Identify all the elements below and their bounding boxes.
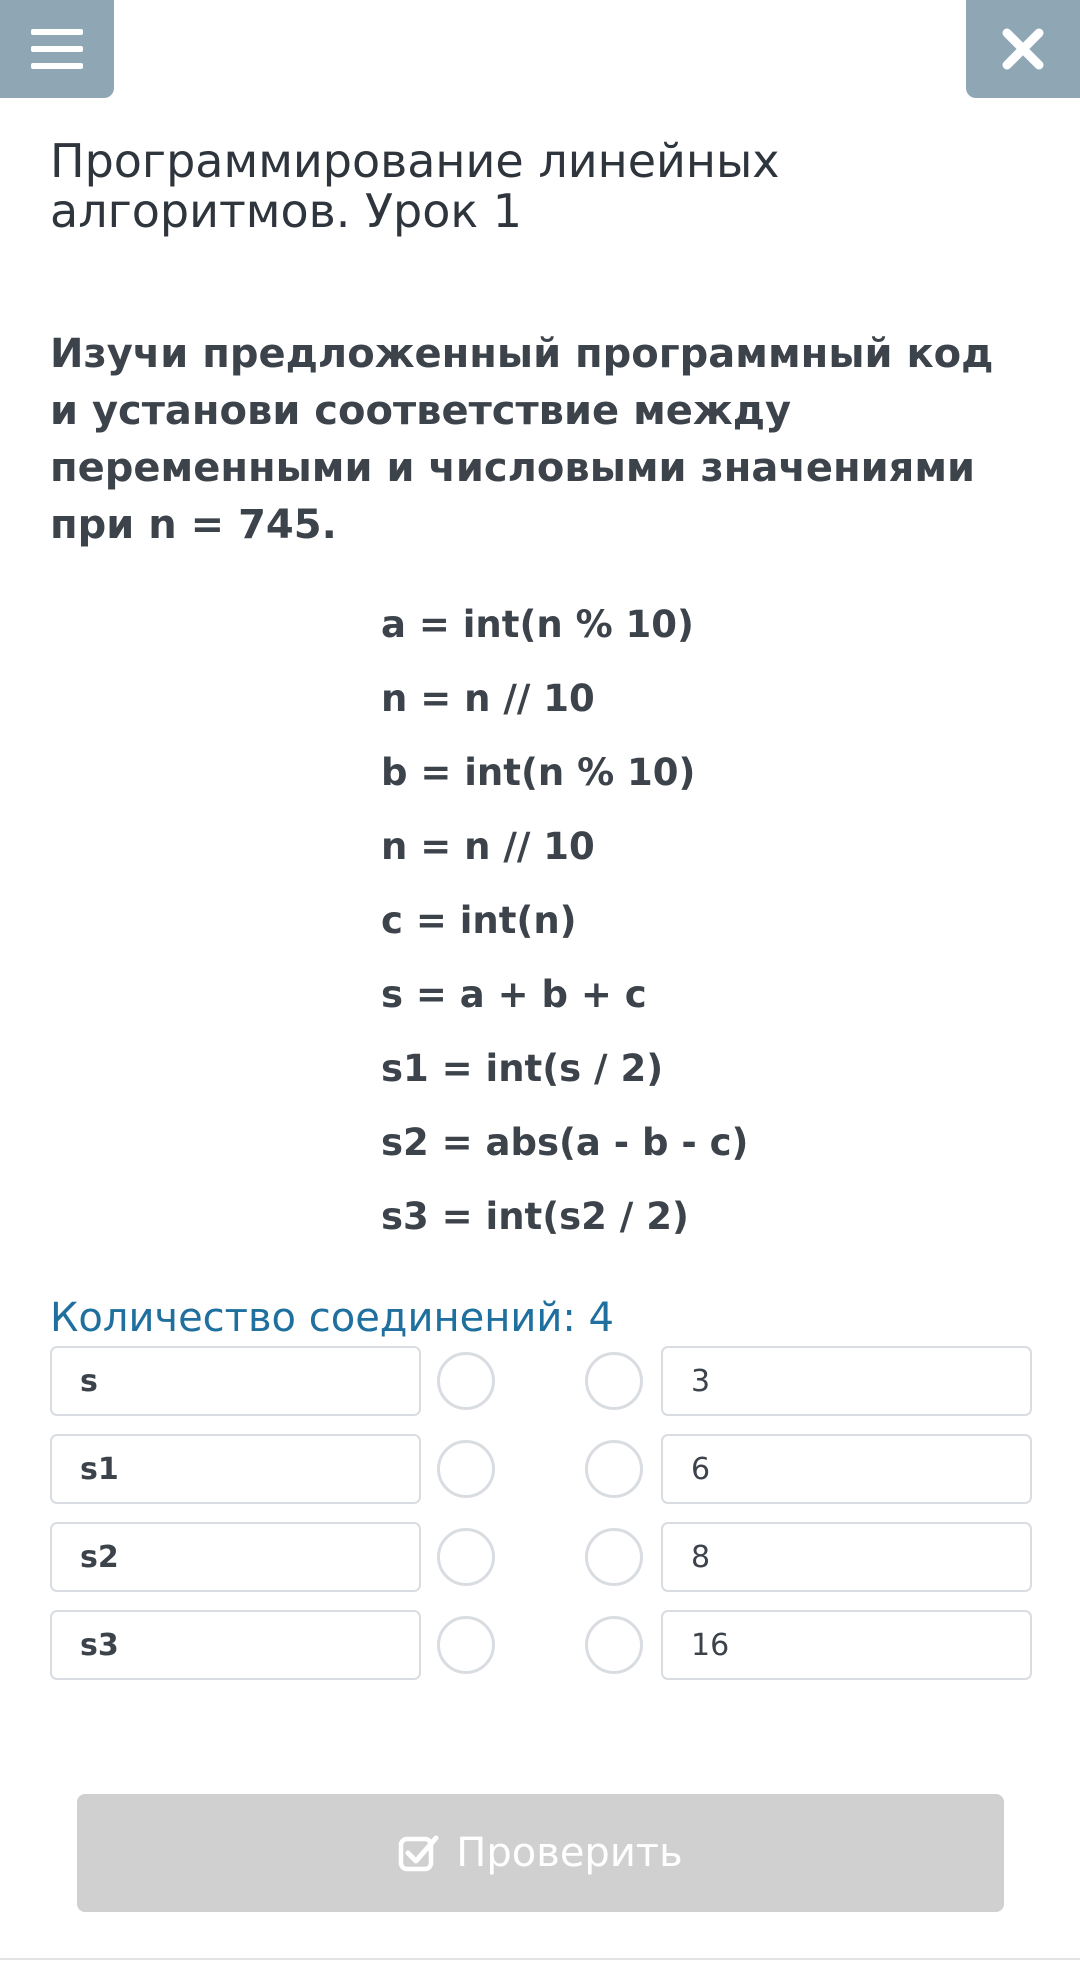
right-item-box[interactable]: 3 (661, 1346, 1032, 1416)
right-item-box[interactable]: 6 (661, 1434, 1032, 1504)
check-button[interactable] (77, 1794, 1004, 1912)
question-text: Изучи предложенный программный код и установи соответствие между переменными и числовыми значениями при n = 745. (50, 331, 994, 548)
hamburger-menu-icon (31, 29, 83, 69)
code-line: b = int(n % 10) (381, 751, 696, 794)
check-button-label: Проверить (456, 1830, 683, 1876)
code-line: a = int(n % 10) (381, 603, 694, 646)
code-line: n = n // 10 (381, 677, 595, 720)
left-item-box[interactable]: s3 (50, 1610, 421, 1680)
match-row (50, 1522, 1032, 1610)
checkbox-check-icon (398, 1834, 440, 1872)
left-connector-dot[interactable] (437, 1616, 495, 1674)
code-line: c = int(n) (381, 899, 577, 942)
match-row (50, 1346, 1032, 1434)
lesson-title: Программирование линейных алгоритмов. Урок 1 (50, 134, 780, 238)
menu-button[interactable] (0, 0, 114, 98)
close-button[interactable] (966, 0, 1080, 98)
left-item-box[interactable]: s (50, 1346, 421, 1416)
code-line: s = a + b + c (381, 973, 647, 1016)
right-item-box[interactable]: 8 (661, 1522, 1032, 1592)
match-row (50, 1434, 1032, 1522)
right-connector-dot[interactable] (585, 1528, 643, 1586)
left-connector-dot[interactable] (437, 1352, 495, 1410)
close-icon (1001, 27, 1045, 71)
right-item-box[interactable]: 16 (661, 1610, 1032, 1680)
left-item-box[interactable]: s2 (50, 1522, 421, 1592)
code-line: s3 = int(s2 / 2) (381, 1195, 689, 1238)
right-connector-dot[interactable] (585, 1352, 643, 1410)
connections-count: Количество соединений: 4 (50, 1295, 615, 1341)
left-item-box[interactable]: s1 (50, 1434, 421, 1504)
right-connector-dot[interactable] (585, 1440, 643, 1498)
left-connector-dot[interactable] (437, 1528, 495, 1586)
code-block (381, 588, 1021, 1254)
right-connector-dot[interactable] (585, 1616, 643, 1674)
matching-area (50, 1346, 1032, 1698)
code-line: s1 = int(s / 2) (381, 1047, 664, 1090)
code-line: s2 = abs(a - b - c) (381, 1121, 749, 1164)
left-connector-dot[interactable] (437, 1440, 495, 1498)
code-line: n = n // 10 (381, 825, 595, 868)
divider (0, 1958, 1080, 1960)
match-row (50, 1610, 1032, 1698)
